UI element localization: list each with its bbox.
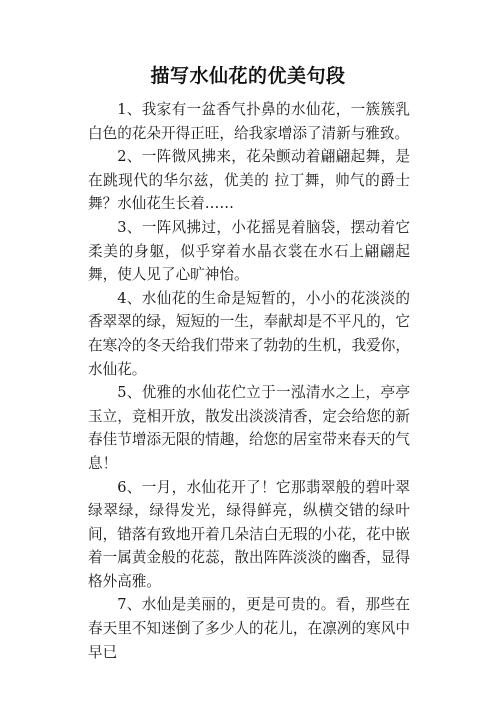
paragraph-1: 1、我家有一盆香气扑鼻的水仙花，一簇簇乳白色的花朵开得正旺，给我家增添了清新与雅致。 <box>88 101 410 142</box>
document-body <box>88 98 410 664</box>
paragraph-3: 3、一阵风拂过，小花摇晃着脑袋，摆动着它柔美的身躯，似乎穿着水晶衣裳在水石上翩翩起舞，使人见了心旷神怡。 <box>88 218 410 284</box>
document-title: 描写水仙花的优美句段 <box>150 65 346 87</box>
paragraph-5: 5、优雅的水仙花伫立于一泓清水之上，亭亭玉立，竞相开放，散发出淡淡清香，定会给您的新春佳节增添无限的情趣，给您的居室带来春天的气息！ <box>88 384 410 472</box>
paragraph-6: 6、一月，水仙花开了！它那翡翠般的碧叶翠绿翠绿，绿得发光，绿得鲜亮，纵横交错的绿叶间，错落有致地开着几朵洁白无瑕的小花，花中嵌着一属黄金般的花蕊，散出阵阵淡淡的幽香，显得格外高雅。 <box>88 478 410 590</box>
paragraph-7: 7、水仙是美丽的，更是可贵的。看，那些在春天里不知迷倒了多少人的花儿，在凛冽的寒风中早已 <box>88 596 410 661</box>
paragraph-4: 4、水仙花的生命是短暂的，小小的花淡淡的香翠翠的绿，短短的一生，奉献却是不平凡的，它在寒冷的冬天给我们带来了勃勃的生机，我爱你，水仙花。 <box>88 289 410 378</box>
paragraph-2: 2、一阵微风拂来，花朵颤动着翩翩起舞，是在跳现代的华尔兹，优美的 拉丁舞，帅气的爵士舞？水仙花生长着…… <box>88 148 410 213</box>
